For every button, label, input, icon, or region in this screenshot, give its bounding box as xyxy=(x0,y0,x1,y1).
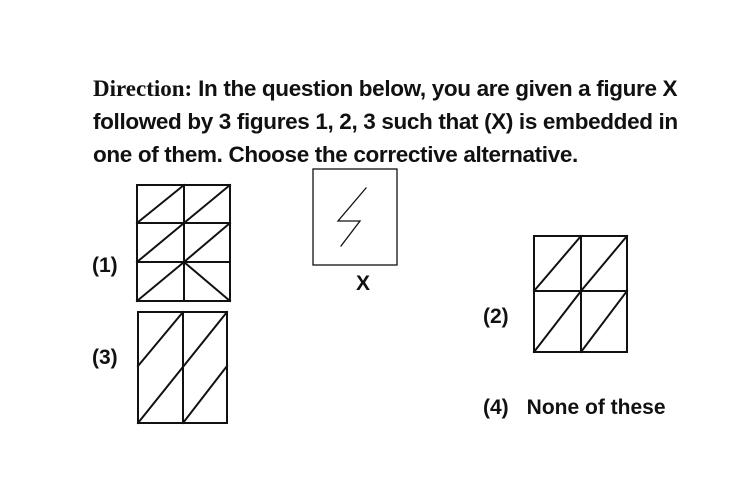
figure-x xyxy=(312,168,398,266)
option-2-figure[interactable] xyxy=(533,235,628,353)
direction-label: Direction: xyxy=(93,76,193,101)
option-4-text: None of these xyxy=(526,396,666,419)
option-1-figure[interactable] xyxy=(136,184,231,302)
zigzag-line xyxy=(338,188,366,246)
option-3-label[interactable]: (3) xyxy=(92,346,118,369)
direction-text: In the question below, you are given a figure X followed by 3 figures 1, 2, 3 such that (X) is embedded in one of them. Choose the corrective alternative. xyxy=(93,76,678,167)
question-text xyxy=(93,72,703,171)
option-3-figure[interactable] xyxy=(137,311,228,424)
option-2-label[interactable]: (2) xyxy=(483,305,509,328)
figure-x-label: X xyxy=(356,272,371,295)
option-1-label[interactable]: (1) xyxy=(92,254,118,277)
option-4[interactable] xyxy=(483,396,666,420)
option-4-label: (4) xyxy=(483,396,509,419)
